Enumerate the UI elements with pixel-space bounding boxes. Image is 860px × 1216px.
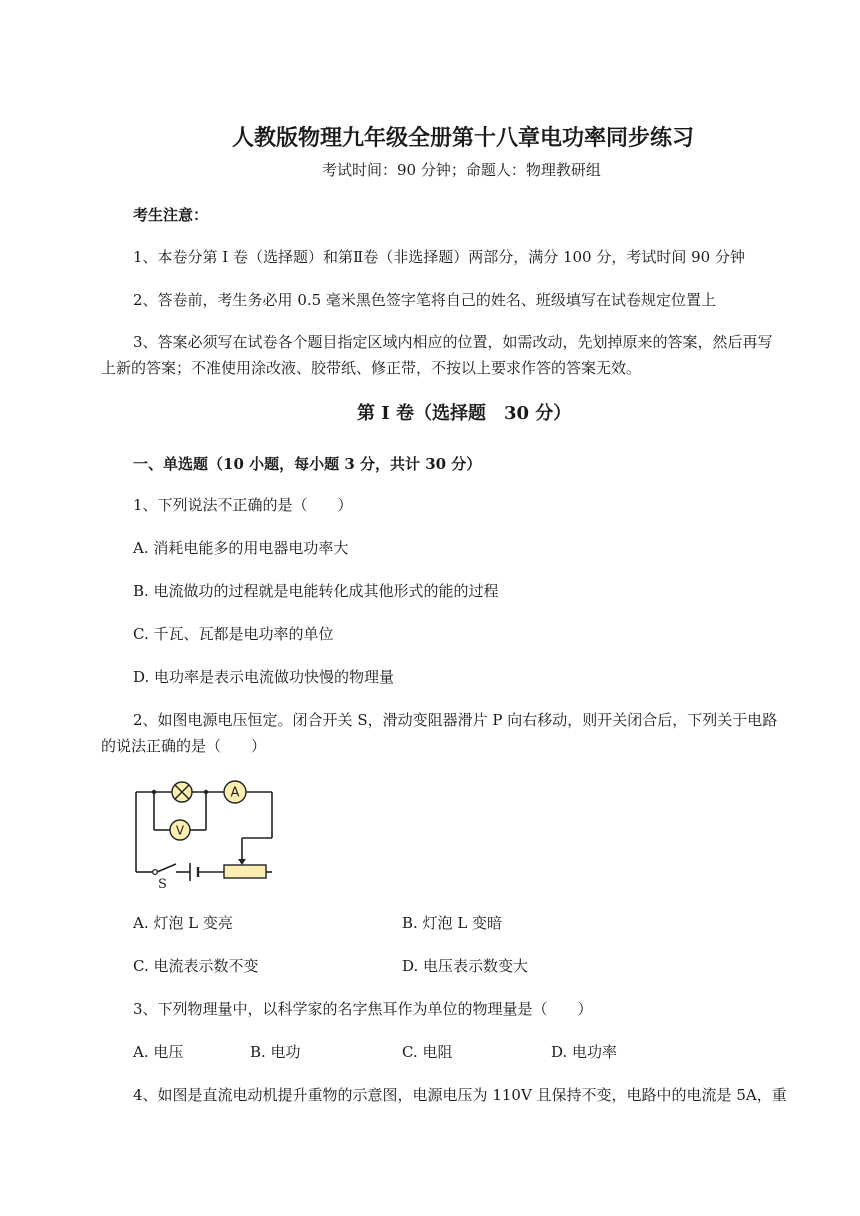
q1-option-a: A. 消耗电能多的用电器电功率大	[133, 539, 349, 557]
q3-option-a: A. 电压	[133, 1043, 184, 1061]
junction-dot-right	[204, 790, 208, 794]
slider-arrow-icon	[238, 859, 246, 865]
q3-stem: 3、下列物理量中，以科学家的名字焦耳作为单位的物理量是（ ）	[133, 1000, 593, 1018]
notes-heading: 考生注意：	[133, 206, 209, 224]
q3-option-b: B. 电功	[250, 1043, 301, 1061]
rheostat-icon	[224, 865, 266, 878]
note-3-cont: 上新的答案；不准使用涂改液、胶带纸、修正带，不按以上要求作答的答案无效。	[101, 359, 642, 377]
switch-label: S	[158, 877, 167, 892]
circuit-diagram	[128, 772, 288, 892]
ammeter-label: A	[230, 785, 240, 801]
switch-icon	[153, 870, 158, 875]
q1-stem: 1、下列说法不正确的是（ ）	[133, 496, 353, 514]
note-3: 3、答案必须写在试卷各个题目指定区域内相应的位置，如需改动，先划掉原来的答案，然后再写	[133, 333, 773, 351]
q3-option-c: C. 电阻	[402, 1043, 453, 1061]
q2-option-b: B. 灯泡 L 变暗	[402, 914, 503, 932]
q2-option-a: A. 灯泡 L 变亮	[133, 914, 233, 932]
q3-option-d: D. 电功率	[551, 1043, 618, 1061]
ammeter-icon	[224, 781, 246, 803]
voltmeter-label: V	[175, 823, 185, 838]
lamp-icon	[172, 782, 192, 802]
q1-option-d: D. 电功率是表示电流做功快慢的物理量	[133, 668, 395, 686]
voltmeter-icon	[170, 820, 190, 840]
q2-option-c: C. 电流表示数不变	[133, 957, 259, 975]
battery-icon	[190, 863, 198, 881]
q2-stem-line2: 的说法正确的是（ ）	[101, 737, 267, 755]
note-1: 1、本卷分第 I 卷（选择题）和第Ⅱ卷（非选择题）两部分，满分 100 分，考试时间 90 分钟	[133, 248, 745, 266]
section-title: 第 I 卷（选择题 30 分）	[357, 403, 572, 424]
q4-stem: 4、如图是直流电动机提升重物的示意图，电源电压为 110V 且保持不变，电路中的电流是 5A，重	[133, 1086, 787, 1104]
q2-stem-line1: 2、如图电源电压恒定。闭合开关 S，滑动变阻器滑片 P 向右移动，则开关闭合后，下列关于电路	[133, 711, 778, 729]
junction-dot-left	[152, 790, 156, 794]
part-heading: 一、单选题（10 小题，每小题 3 分，共计 30 分）	[133, 455, 482, 473]
page-title: 人教版物理九年级全册第十八章电功率同步练习	[232, 125, 695, 151]
exam-info: 考试时间：90 分钟；命题人：物理教研组	[322, 161, 601, 179]
q1-option-b: B. 电流做功的过程就是电能转化成其他形式的能的过程	[133, 582, 499, 600]
q2-option-d: D. 电压表示数变大	[402, 957, 529, 975]
q1-option-c: C. 千瓦、瓦都是电功率的单位	[133, 625, 334, 643]
note-2: 2、答卷前，考生务必用 0.5 毫米黑色签字笔将自己的姓名、班级填写在试卷规定位置上	[133, 291, 716, 309]
